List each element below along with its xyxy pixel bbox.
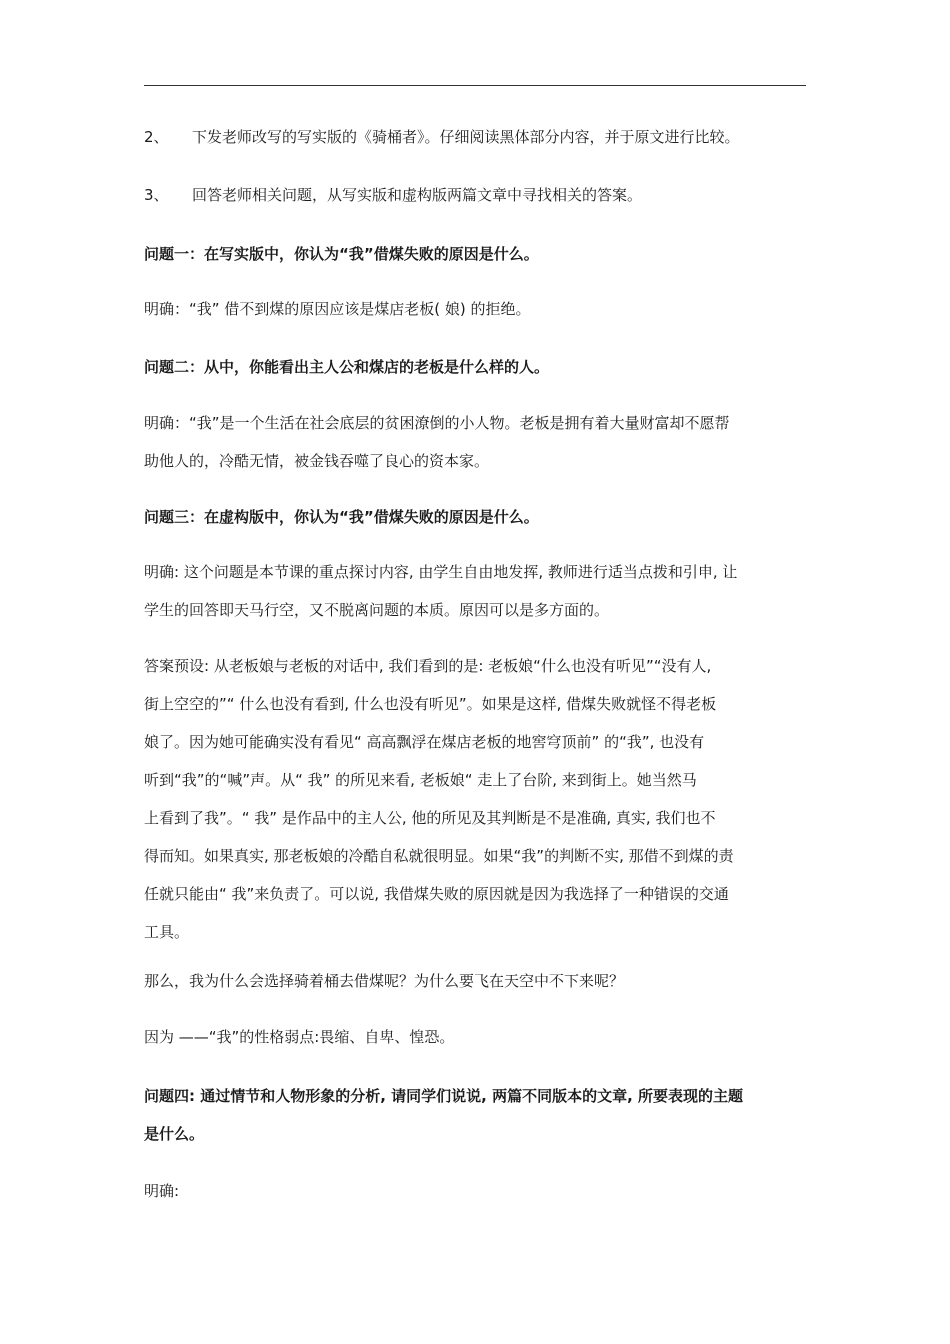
question-line: 问题四: 通过情节和人物形象的分析, 请同学们说说, 两篇不同版本的文章, 所要表现的主题 [144, 1087, 743, 1105]
list-number: 3、 [144, 186, 169, 204]
preset-line: 得而知。如果真实, 那老板娘的冷酷自私就很明显。如果“我”的判断不实, 那借不到煤的责 [144, 847, 734, 865]
list-item-3 [144, 176, 810, 214]
preset-line: 任就只能由“ 我”来负责了。可以说, 我借煤失败的原因就是因为我选择了一种错误的交通 [144, 885, 729, 903]
answer-one: 明确：“我” 借不到煤的原因应该是煤店老板( 娘) 的拒绝。 [144, 300, 531, 318]
question-line: 是什么。 [144, 1125, 205, 1143]
preset-line: 上看到了我”。“ 我” 是作品中的主人公, 他的所见及其判断是不是准确, 真实, 我们也不 [144, 809, 716, 827]
preset-line: 工具。 [144, 923, 190, 941]
list-text: 下发老师改写的写实版的《骑桶者》。仔细阅读黑体部分内容，并于原文进行比较。 [192, 128, 740, 146]
answer-two [144, 404, 810, 480]
question-four [144, 1077, 810, 1153]
answer-line: 助他人的，冷酷无情，被金钱吞噬了良心的资本家。 [144, 452, 490, 470]
follow-question: 那么，我为什么会选择骑着桶去借煤呢？为什么要飞在天空中不下来呢？ [144, 972, 625, 990]
list-text: 回答老师相关问题，从写实版和虚构版两篇文章中寻找相关的答案。 [192, 186, 643, 204]
header-rule [144, 85, 806, 86]
answer-line: 明确：“我”是一个生活在社会底层的贫困潦倒的小人物。老板是拥有着大量财富却不愿帮 [144, 414, 730, 432]
answer-line: 学生的回答即天马行空，又不脱离问题的本质。原因可以是多方面的。 [144, 601, 610, 619]
question-one: 问题一：在写实版中，你认为“我”借煤失败的原因是什么。 [144, 245, 539, 263]
preset-line: 听到“我”的“喊”声。从“ 我” 的所见来看, 老板娘“ 走上了台阶, 来到街上。她当然马 [144, 771, 697, 789]
list-number: 2、 [144, 128, 169, 146]
list-item-2 [144, 118, 810, 156]
answer-three [144, 553, 810, 629]
preset-line: 答案预设: 从老板娘与老板的对话中, 我们看到的是: 老板娘“什么也没有听见”“没有人, [144, 657, 712, 675]
question-two: 问题二：从中，你能看出主人公和煤店的老板是什么样的人。 [144, 358, 550, 376]
answer-four: 明确: [144, 1182, 180, 1200]
preset-line: 娘了。因为她可能确实没有看见“ 高高飘浮在煤店老板的地窖穹顶前” 的“我”, 也没有 [144, 733, 705, 751]
answer-preset [144, 647, 810, 951]
answer-line: 明确: 这个问题是本节课的重点探讨内容, 由学生自由地发挥, 教师进行适当点拨和引申, 让 [144, 563, 738, 581]
question-three: 问题三：在虚构版中，你认为“我”借煤失败的原因是什么。 [144, 508, 539, 526]
reason-text: 因为 ——“我”的性格弱点:畏缩、自卑、惶恐。 [144, 1028, 455, 1046]
preset-line: 街上空空的”“ 什么也没有看到, 什么也没有听见”。如果是这样, 借煤失败就怪不得老板 [144, 695, 717, 713]
